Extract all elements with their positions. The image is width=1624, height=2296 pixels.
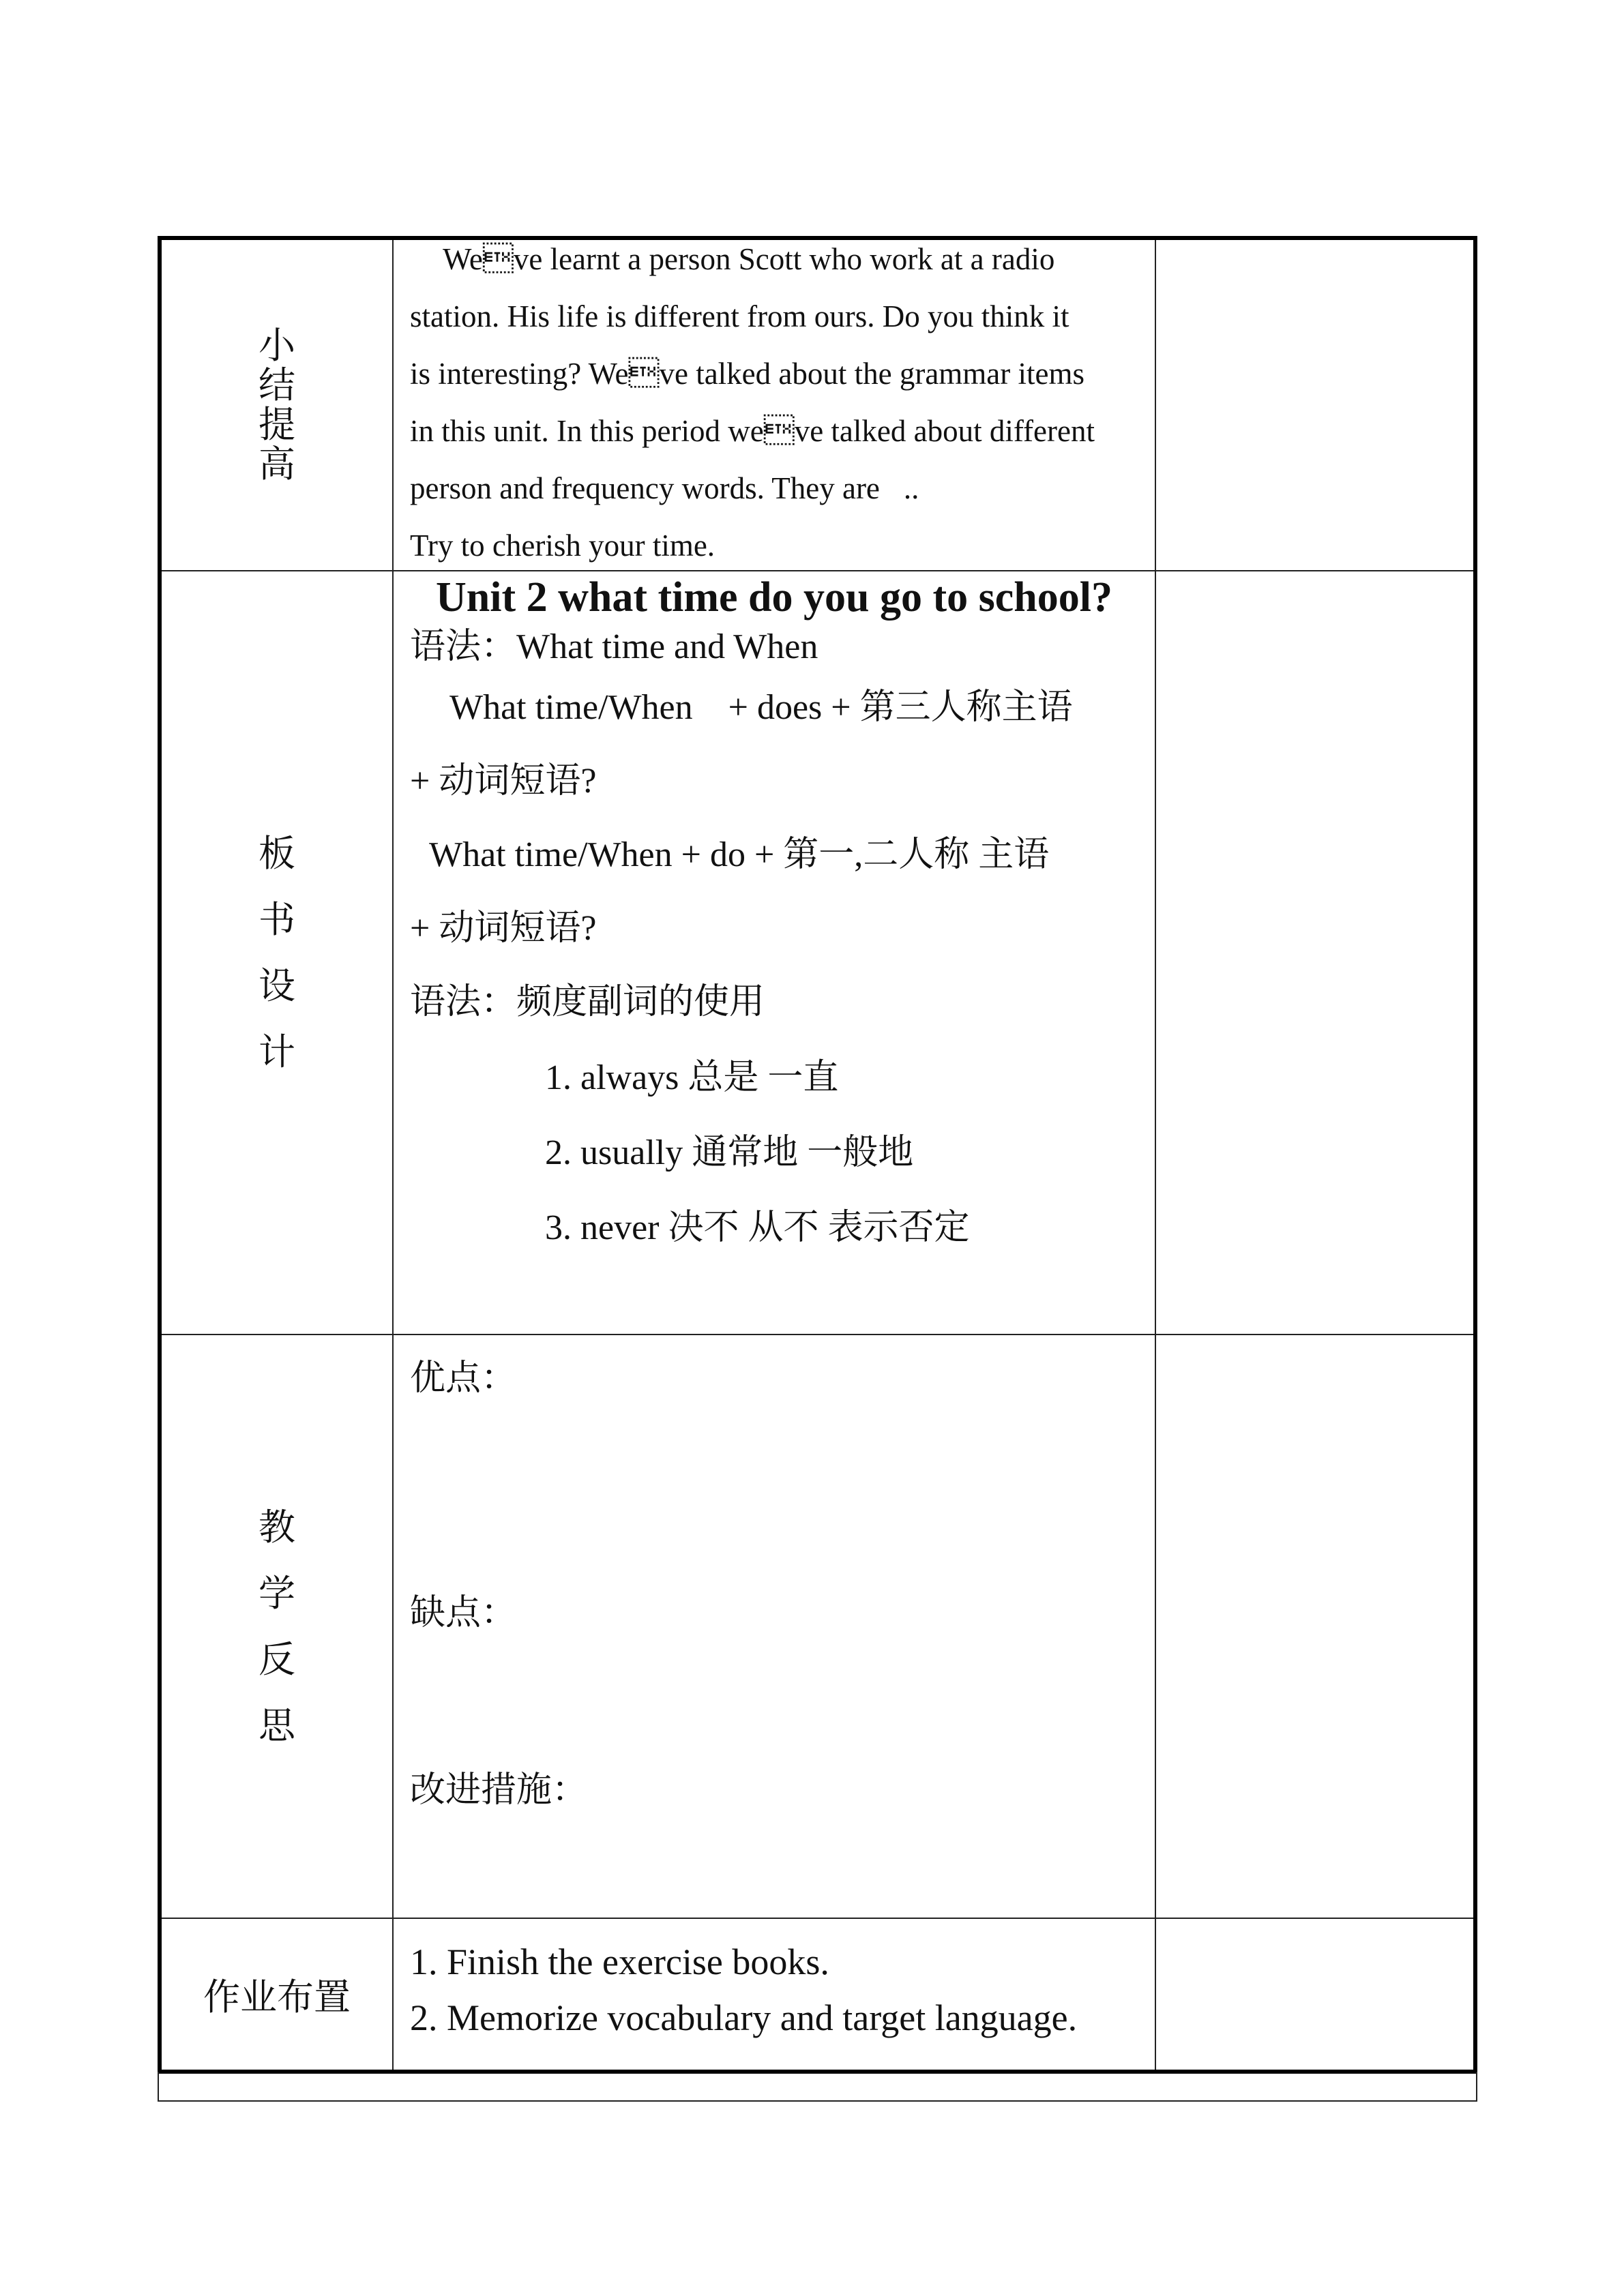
pattern-line: + 动词短语?	[410, 909, 597, 948]
adverb-item: 2. usually 通常地 一般地	[545, 1133, 914, 1172]
lesson-plan-table	[158, 236, 1477, 2074]
summary-line: Weve learnt a person Scott who work at a radio	[443, 242, 1055, 276]
homework-empty-cell	[1156, 1919, 1473, 2070]
homework-item: 1. Finish the exercise books.	[410, 1941, 829, 1982]
summary-line: in this unit. In this period weve talked about different	[410, 414, 1095, 448]
homework-label-cell	[162, 1919, 392, 2070]
summary-line: is interesting? Weve talked about the grammar items	[410, 357, 1085, 391]
grammar-heading-1: 语法：What time and When	[410, 627, 818, 666]
improvements-label: 改进措施：	[410, 1770, 588, 1810]
adverb-item: 3. never 决不 从不 表示否定	[545, 1208, 970, 1247]
pattern-line: What time/When + do + 第一,二人称 主语	[429, 835, 1050, 874]
summary-line: station. His life is different from ours. Do you think it	[410, 299, 1069, 333]
board-content-cell	[394, 571, 1155, 1334]
reflection-content-cell	[394, 1335, 1155, 1918]
table-bottom-strip	[158, 2072, 1477, 2102]
summary-content-cell	[394, 240, 1155, 570]
pattern-line: What time/When + does + 第三人称主语	[449, 688, 1073, 727]
summary-line: person and frequency words. They are ..	[410, 471, 919, 505]
summary-label: 小 结 提 高	[259, 324, 295, 486]
reflection-label: 教 学 反 思	[259, 1506, 295, 1747]
merits-label: 优点：	[410, 1358, 517, 1399]
homework-item: 2. Memorize vocabulary and target language.	[410, 1997, 1078, 2038]
board-label-cell	[162, 571, 392, 1334]
reflection-empty-cell	[1156, 1335, 1473, 1918]
pattern-line: + 动词短语?	[410, 762, 597, 801]
summary-label-cell	[162, 240, 392, 570]
reflection-label-cell	[162, 1335, 392, 1918]
summary-empty-cell	[1156, 240, 1473, 570]
summary-line: Try to cherish your time.	[410, 528, 715, 563]
adverb-item: 1. always 总是 一直	[545, 1058, 839, 1097]
board-label: 板 书 设 计	[259, 832, 295, 1073]
shortcomings-label: 缺点：	[410, 1592, 517, 1633]
homework-label: 作业布置	[203, 1976, 351, 2018]
board-empty-cell	[1156, 571, 1473, 1334]
homework-content-cell	[394, 1919, 1155, 2070]
unit-title: Unit 2 what time do you go to school?	[435, 574, 1113, 621]
grammar-heading-2: 语法：频度副词的使用	[410, 983, 765, 1022]
